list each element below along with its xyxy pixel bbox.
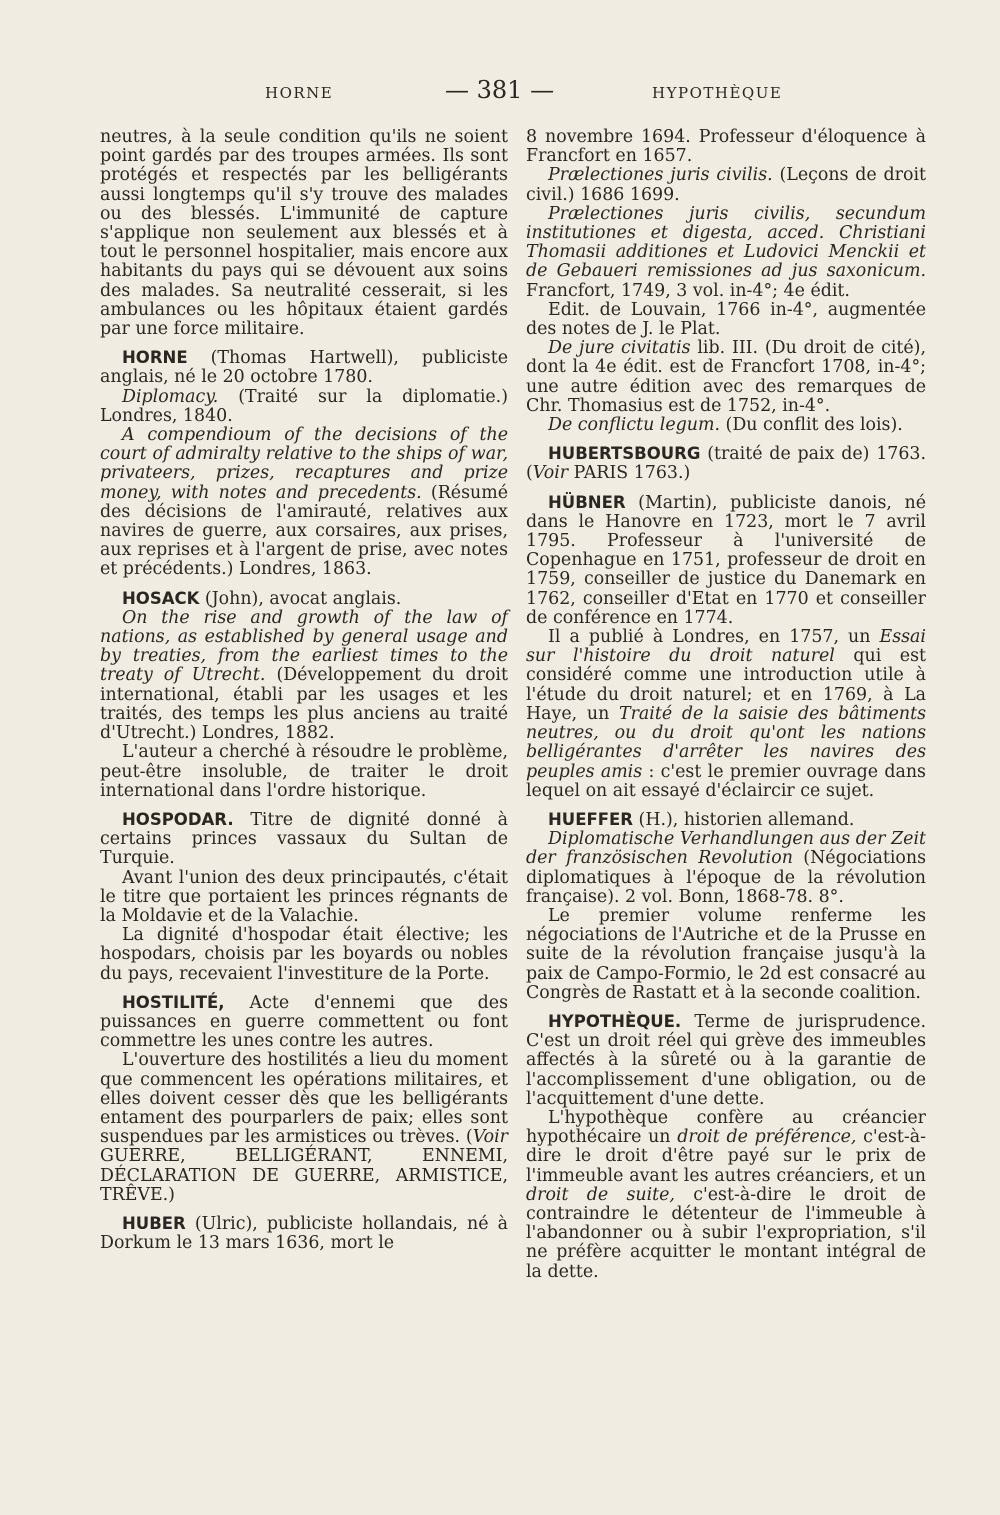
work-title: Essai sur l'histoire du droit naturel xyxy=(526,627,926,667)
work-title: Diplomacy. xyxy=(122,386,219,407)
headword: HÜBNER xyxy=(548,492,626,512)
headword: HOSPODAR. xyxy=(122,809,234,829)
entry-horne xyxy=(100,348,508,387)
entry-hubner xyxy=(526,493,926,628)
cross-reference-list: PARIS 1763.) xyxy=(568,463,691,484)
paragraph-text: c'est-à-dire le droit de contraindre le détenteur de l'immeuble à l'abandonner ou à subir l'expropriation, s'il ne préfère acquitter le montant intégral de la dette. xyxy=(526,1184,926,1282)
term-emphasis: droit de suite, xyxy=(526,1184,675,1205)
entry-hospodar xyxy=(100,810,508,869)
paragraph: Edit. de Louvain, 1766 in-4°, augmentée des notes de J. le Plat. xyxy=(526,299,926,340)
paragraph-text: qui est considéré comme une introduction utile à l'étude du droit naturel; et en 1769, à La Haye, un xyxy=(526,646,926,724)
entry-text: Terme de jurisprudence. C'est un droit réel qui grève des immeubles affectés à la sûreté ou à la garantie de l'accomplissement d'une obligation, ou de l'acquittement d'une dette. xyxy=(526,1011,926,1109)
paragraph: Avant l'union des deux principautés, c'était le titre que portaient les princes régnants de la Moldavie et de la Valachie. xyxy=(100,867,508,926)
headword: HYPOTHÈQUE. xyxy=(548,1011,682,1031)
entry-hueffer xyxy=(526,810,926,830)
paragraph-text: Il a publié à Londres, en 1757, un xyxy=(548,627,880,648)
work-text: (Négociations diplomatiques à l'époque de la révolution française). 2 vol. Bonn, 1868-78. 8°. xyxy=(526,848,926,907)
work-citation xyxy=(100,609,508,743)
entry-text: (Ulric), publiciste hollandais, né à Dorkum le 13 mars 1636, mort le xyxy=(100,1213,508,1254)
headword: HORNE xyxy=(122,348,188,368)
header-left-word: HORNE xyxy=(265,84,334,102)
left-column xyxy=(100,128,508,1253)
work-text: lib. III. (Du droit de cité), dont la 4e édit. est de Francfort 1708, in-4°; une autre édition avec des remarques de Chr. Thomasius est de 1752, in-4°. xyxy=(526,338,926,416)
work-title: De conflictu legum. xyxy=(548,415,720,436)
entry-hosack xyxy=(100,589,508,609)
headword: HOSTILITÉ, xyxy=(122,992,225,1012)
entry-hubertsbourg xyxy=(526,444,926,483)
work-text: (Leçons de droit civil.) 1686 1699. xyxy=(526,165,926,205)
entry-text: Titre de dignité donné à certains princes vassaux du Sultan de Turquie. xyxy=(100,809,508,869)
work-title: On the rise and growth of the law of nations, as established by general usage and by treaties, from the earliest times to the treaty of Utrecht. xyxy=(100,607,508,686)
entry-huber xyxy=(100,1214,508,1253)
work-citation xyxy=(526,166,926,204)
entry-text: (Thomas Hartwell), publiciste anglais, né le 20 octobre 1780. xyxy=(100,348,508,388)
entry-hypotheque xyxy=(526,1012,926,1109)
work-citation xyxy=(100,426,508,580)
headword: HUEFFER xyxy=(548,809,633,829)
cross-reference-voir: Voir xyxy=(472,1127,508,1148)
paragraph-text: c'est-à-dire le droit d'être payé sur le prix de l'immeuble avant les autres créanciers, et un xyxy=(526,1127,927,1186)
work-citation xyxy=(526,205,926,301)
cross-reference-list: GUERRE, BELLIGÉRANT, ENNEMI, DÉCLARATION DE GUERRE, ARMISTICE, TRÊVE.) xyxy=(100,1146,508,1205)
headword: HUBER xyxy=(122,1213,186,1233)
page-number: — 381 — xyxy=(445,76,555,104)
entry-text: Acte d'ennemi que des puissances en guerre commettent ou font commettre les unes contre les autres. xyxy=(100,992,508,1052)
work-title: Traité de la saisie des bâtiments neutres, ou du droit qu'ont les nations belligérantes d'arrêter les navires des peuples amis xyxy=(526,703,926,782)
work-title: De jure civitatis xyxy=(548,338,691,359)
paragraph-text: L'ouverture des hostilités a lieu du moment que commencent les opérations militaires, et elles doivent cesser dès que les belligérants entament des pourparlers de paix; elles sont suspendues par les armistices ou trèves. ( xyxy=(100,1050,508,1148)
work-title: A compendioum of the decisions of the court of admiralty relative to the ships of war, privateers, prizes, recaptures and prize money, with notes and precedents. xyxy=(100,425,508,503)
headword: HOSACK xyxy=(122,588,200,608)
term-emphasis: droit de préférence, xyxy=(677,1127,857,1148)
work-text: (Résumé des décisions de l'amirauté, relatives aux navires de guerre, aux corsaires, aux prises, aux reprises et à l'argent de prise, avec notes et précédents.) Londres, 1863. xyxy=(100,482,508,580)
work-citation xyxy=(526,339,926,416)
paragraph: L'auteur a cherché à résoudre le problème, peut-être insoluble, de traiter le droit international dans l'ordre historique. xyxy=(100,742,508,801)
work-text: Francfort, 1749, 3 vol. in-4°; 4e édit. xyxy=(526,280,850,301)
entry-text: (H.), historien allemand. xyxy=(633,809,855,830)
running-header xyxy=(0,76,1000,106)
entry-text: (John), avocat anglais. xyxy=(199,588,402,609)
paragraph: 8 novembre 1694. Professeur d'éloquence à Francfort en 1657. xyxy=(526,127,926,167)
entry-hostilite xyxy=(100,993,508,1052)
paragraph xyxy=(526,1109,926,1282)
work-citation xyxy=(526,830,926,907)
paragraph: La dignité d'hospodar était élective; les hospodars, choisis par les boyards ou nobles du pays, recevaient l'investiture de la Porte. xyxy=(100,925,508,984)
work-text: (Traité sur la diplomatie.) Londres, 1840. xyxy=(100,386,508,426)
work-text: (Du conflit des lois). xyxy=(720,415,903,436)
paragraph xyxy=(526,628,926,801)
paragraph: Le premier volume renferme les négociations de l'Autriche et de la Prusse en suite de la révolution française jusqu'à la paix de Campo-Formio, le 2d est consacré au Congrès de Rastatt et à la seconde coalition. xyxy=(526,905,926,1003)
header-right-word: HYPOTHÈQUE xyxy=(652,84,783,102)
entry-text: (Martin), publiciste danois, né dans le Hanovre en 1723, mort le 7 avril 1795. Professeur à l'université de Copenhague en 1751, professeur de droit en 1759, conseiller de justice du Danemark en 1762, conseiller d'Etat en 1770 et conseiller de conférence en 1774. xyxy=(526,492,926,628)
paragraph xyxy=(100,1051,508,1205)
paragraph-text: L'hypothèque confère au créancier hypothécaire un xyxy=(526,1107,926,1148)
work-title: Prælectiones juris civilis. xyxy=(548,165,773,186)
right-column xyxy=(526,128,926,1282)
work-citation xyxy=(526,416,926,435)
cross-reference-voir: Voir xyxy=(532,463,569,484)
headword: HUBERTSBOURG xyxy=(548,444,701,464)
entry-text: (traité de paix de) 1763. ( xyxy=(526,444,926,484)
paragraph: neutres, à la seule condition qu'ils ne soient point gardés par des troupes armées. Ils sont protégés et respectés par les belligérants aussi longtemps qu'il s'y trouve des malades ou des blessés. L'immunité de capture s'applique non seulement aux blessés et à tout le personnel hospitalier, mais encore aux habitants du pays qui se dévouent aux soins des malades. Sa neutralité cesserait, si les ambulances ou les hôpitaux étaient gardés par une force militaire. xyxy=(100,127,508,340)
paragraph-text: : c'est le premier ouvrage dans lequel on ait essayé d'éclaircir ce sujet. xyxy=(526,761,926,801)
work-title: Diplomatische Verhandlungen aus der Zeit der französischen Revolution xyxy=(526,829,926,869)
work-title: Prælectiones juris civilis, secundum institutiones et digesta, acced. Christiani Thomasii additiones et Ludovici Menckii et de Gebaueri remissiones ad jus saxonicum. xyxy=(526,203,926,282)
work-text: (Développement du droit international, établi par les usages et les traités, des temps les plus anciens au traité d'Utrecht.) Londres, 1882. xyxy=(100,665,508,744)
work-citation xyxy=(100,388,508,426)
